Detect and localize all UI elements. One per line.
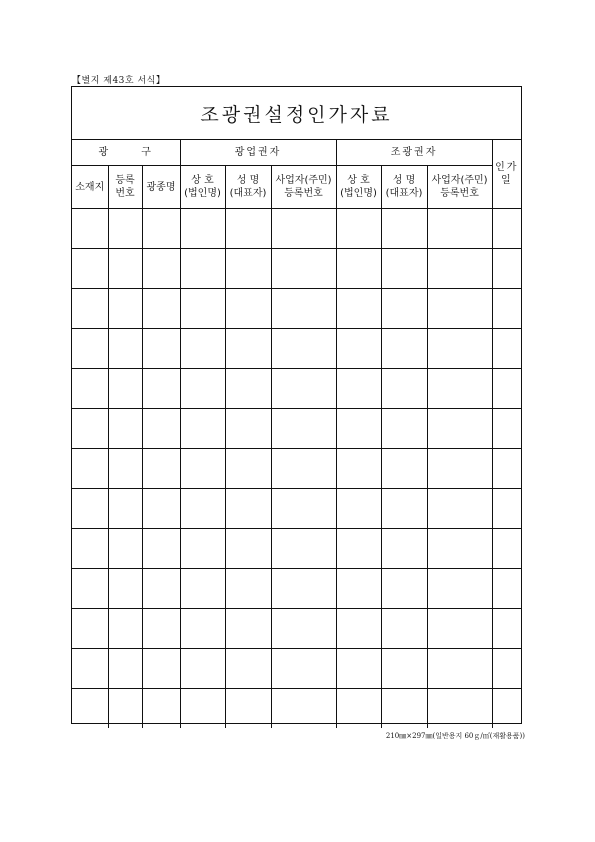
table-cell[interactable] bbox=[72, 529, 108, 569]
table-cell[interactable] bbox=[72, 409, 108, 449]
table-row bbox=[72, 689, 521, 729]
table-cell[interactable] bbox=[271, 649, 336, 689]
table-cell[interactable] bbox=[381, 609, 427, 649]
table-cell[interactable] bbox=[180, 449, 225, 489]
table-cell[interactable] bbox=[142, 249, 180, 289]
table-cell[interactable] bbox=[381, 369, 427, 409]
header-lease-holder: 조광권자 bbox=[336, 140, 492, 166]
table-row bbox=[72, 649, 521, 689]
table-cell[interactable] bbox=[427, 689, 492, 729]
table-cell[interactable] bbox=[336, 689, 381, 729]
table-cell[interactable] bbox=[336, 409, 381, 449]
table-cell[interactable] bbox=[108, 529, 142, 569]
table-row bbox=[72, 569, 521, 609]
table-cell[interactable] bbox=[492, 209, 521, 249]
table-cell[interactable] bbox=[336, 449, 381, 489]
table-cell[interactable] bbox=[381, 249, 427, 289]
table-cell[interactable] bbox=[381, 209, 427, 249]
table-cell[interactable] bbox=[225, 529, 271, 569]
table-cell[interactable] bbox=[72, 329, 108, 369]
table-cell[interactable] bbox=[180, 649, 225, 689]
table-cell[interactable] bbox=[225, 449, 271, 489]
table-cell[interactable] bbox=[225, 689, 271, 729]
table-cell[interactable] bbox=[427, 569, 492, 609]
table-cell[interactable] bbox=[271, 289, 336, 329]
table-cell[interactable] bbox=[381, 329, 427, 369]
table-cell[interactable] bbox=[271, 249, 336, 289]
table-cell[interactable] bbox=[381, 409, 427, 449]
table-cell[interactable] bbox=[108, 289, 142, 329]
table-cell[interactable] bbox=[381, 449, 427, 489]
table-cell[interactable] bbox=[108, 409, 142, 449]
table-cell[interactable] bbox=[336, 609, 381, 649]
table-cell[interactable] bbox=[142, 649, 180, 689]
header-mining-rights-holder: 광업권자 bbox=[180, 140, 336, 166]
header-registration-number: 등록 번호 bbox=[108, 166, 142, 209]
table-cell[interactable] bbox=[142, 329, 180, 369]
table-cell[interactable] bbox=[336, 489, 381, 529]
table-cell[interactable] bbox=[492, 529, 521, 569]
table-row bbox=[72, 409, 521, 449]
table-cell[interactable] bbox=[336, 209, 381, 249]
header-representative: 성 명 (대표자) bbox=[225, 166, 271, 209]
table-cell[interactable] bbox=[427, 409, 492, 449]
table-cell[interactable] bbox=[427, 489, 492, 529]
table-cell[interactable] bbox=[108, 449, 142, 489]
table-row bbox=[72, 529, 521, 569]
table-cell[interactable] bbox=[142, 369, 180, 409]
table-cell[interactable] bbox=[72, 689, 108, 729]
table-cell[interactable] bbox=[336, 369, 381, 409]
table-cell[interactable] bbox=[180, 409, 225, 449]
table-cell[interactable] bbox=[271, 489, 336, 529]
header-business-number: 사업자(주민) 등록번호 bbox=[271, 166, 336, 209]
table-cell[interactable] bbox=[225, 649, 271, 689]
table-cell[interactable] bbox=[72, 289, 108, 329]
table-cell[interactable] bbox=[427, 609, 492, 649]
table-cell[interactable] bbox=[492, 649, 521, 689]
table-cell[interactable] bbox=[108, 569, 142, 609]
table-cell[interactable] bbox=[142, 409, 180, 449]
table-cell[interactable] bbox=[427, 209, 492, 249]
table-cell[interactable] bbox=[492, 569, 521, 609]
header-trade-name: 상 호 (법인명) bbox=[180, 166, 225, 209]
table-cell[interactable] bbox=[180, 249, 225, 289]
table-cell[interactable] bbox=[271, 329, 336, 369]
table-cell[interactable] bbox=[336, 649, 381, 689]
table-row bbox=[72, 489, 521, 529]
table-cell[interactable] bbox=[271, 369, 336, 409]
table-cell[interactable] bbox=[108, 489, 142, 529]
table-cell[interactable] bbox=[180, 609, 225, 649]
table-cell[interactable] bbox=[180, 569, 225, 609]
table-cell[interactable] bbox=[492, 369, 521, 409]
table-cell[interactable] bbox=[72, 369, 108, 409]
table-cell[interactable] bbox=[72, 649, 108, 689]
table-cell[interactable] bbox=[427, 449, 492, 489]
table-cell[interactable] bbox=[225, 209, 271, 249]
table-cell[interactable] bbox=[142, 689, 180, 729]
table-cell[interactable] bbox=[271, 689, 336, 729]
table-cell[interactable] bbox=[427, 289, 492, 329]
table-cell[interactable] bbox=[492, 489, 521, 529]
table-cell[interactable] bbox=[180, 209, 225, 249]
table-cell[interactable] bbox=[492, 249, 521, 289]
form-title: 조광권설정인가자료 bbox=[72, 87, 521, 140]
table-cell[interactable] bbox=[381, 289, 427, 329]
table-cell[interactable] bbox=[381, 689, 427, 729]
table-cell[interactable] bbox=[108, 249, 142, 289]
table-cell[interactable] bbox=[492, 409, 521, 449]
form-frame bbox=[71, 86, 522, 724]
table-cell[interactable] bbox=[492, 689, 521, 729]
table-cell[interactable] bbox=[180, 529, 225, 569]
table-cell[interactable] bbox=[492, 329, 521, 369]
table-cell[interactable] bbox=[271, 449, 336, 489]
paper-spec-note: 210㎜×297㎜(일반용지 60ｇ/㎡(재활용품)) bbox=[385, 732, 525, 740]
table-cell[interactable] bbox=[142, 529, 180, 569]
table-cell[interactable] bbox=[271, 569, 336, 609]
header-lease-trade-name: 상 호 (법인명) bbox=[336, 166, 381, 209]
table-cell[interactable] bbox=[72, 489, 108, 529]
table-cell[interactable] bbox=[225, 249, 271, 289]
table-cell[interactable] bbox=[225, 609, 271, 649]
record-table bbox=[72, 139, 521, 728]
table-row bbox=[72, 609, 521, 649]
table-cell[interactable] bbox=[225, 329, 271, 369]
table-cell[interactable] bbox=[271, 609, 336, 649]
header-mine-area: 광 구 bbox=[72, 140, 180, 166]
table-cell[interactable] bbox=[142, 209, 180, 249]
table-cell[interactable] bbox=[381, 529, 427, 569]
header-lease-representative: 성 명 (대표자) bbox=[381, 166, 427, 209]
table-cell[interactable] bbox=[180, 329, 225, 369]
table-cell[interactable] bbox=[225, 569, 271, 609]
table-cell[interactable] bbox=[336, 289, 381, 329]
table-cell[interactable] bbox=[180, 369, 225, 409]
table-cell[interactable] bbox=[225, 289, 271, 329]
table-cell[interactable] bbox=[108, 609, 142, 649]
table-cell[interactable] bbox=[108, 689, 142, 729]
table-cell[interactable] bbox=[108, 209, 142, 249]
table-cell[interactable] bbox=[427, 329, 492, 369]
table-cell[interactable] bbox=[180, 489, 225, 529]
table-cell[interactable] bbox=[72, 209, 108, 249]
table-cell[interactable] bbox=[336, 249, 381, 289]
header-mineral: 광종명 bbox=[142, 166, 180, 209]
table-cell[interactable] bbox=[72, 449, 108, 489]
table-cell[interactable] bbox=[492, 609, 521, 649]
table-row bbox=[72, 249, 521, 289]
table-cell[interactable] bbox=[225, 369, 271, 409]
table-cell[interactable] bbox=[225, 489, 271, 529]
table-cell[interactable] bbox=[72, 249, 108, 289]
table-cell[interactable] bbox=[381, 489, 427, 529]
table-cell[interactable] bbox=[336, 529, 381, 569]
header-lease-business-number: 사업자(주민) 등록번호 bbox=[427, 166, 492, 209]
header-approval-date: 인가 일 bbox=[492, 140, 521, 209]
form-number-label: 【별지 제43호 서식】 bbox=[72, 76, 166, 86]
table-row bbox=[72, 329, 521, 369]
table-cell[interactable] bbox=[427, 249, 492, 289]
table-cell[interactable] bbox=[271, 529, 336, 569]
table-cell[interactable] bbox=[72, 609, 108, 649]
table-cell[interactable] bbox=[427, 369, 492, 409]
table-row bbox=[72, 209, 521, 249]
table-cell[interactable] bbox=[427, 529, 492, 569]
table-cell[interactable] bbox=[142, 609, 180, 649]
table-cell[interactable] bbox=[492, 449, 521, 489]
table-cell[interactable] bbox=[108, 649, 142, 689]
table-cell[interactable] bbox=[492, 289, 521, 329]
table-cell[interactable] bbox=[142, 289, 180, 329]
table-cell[interactable] bbox=[142, 449, 180, 489]
table-cell[interactable] bbox=[180, 289, 225, 329]
table-cell[interactable] bbox=[225, 409, 271, 449]
table-cell[interactable] bbox=[336, 329, 381, 369]
table-cell[interactable] bbox=[142, 489, 180, 529]
table-cell[interactable] bbox=[142, 569, 180, 609]
table-cell[interactable] bbox=[381, 649, 427, 689]
table-cell[interactable] bbox=[381, 569, 427, 609]
table-cell[interactable] bbox=[108, 329, 142, 369]
table-cell[interactable] bbox=[108, 369, 142, 409]
table-cell[interactable] bbox=[271, 209, 336, 249]
table-row bbox=[72, 289, 521, 329]
table-cell[interactable] bbox=[271, 409, 336, 449]
table-row bbox=[72, 369, 521, 409]
table-cell[interactable] bbox=[336, 569, 381, 609]
table-cell[interactable] bbox=[72, 569, 108, 609]
header-location: 소재지 bbox=[72, 166, 108, 209]
table-cell[interactable] bbox=[180, 689, 225, 729]
table-row bbox=[72, 449, 521, 489]
table-cell[interactable] bbox=[427, 649, 492, 689]
